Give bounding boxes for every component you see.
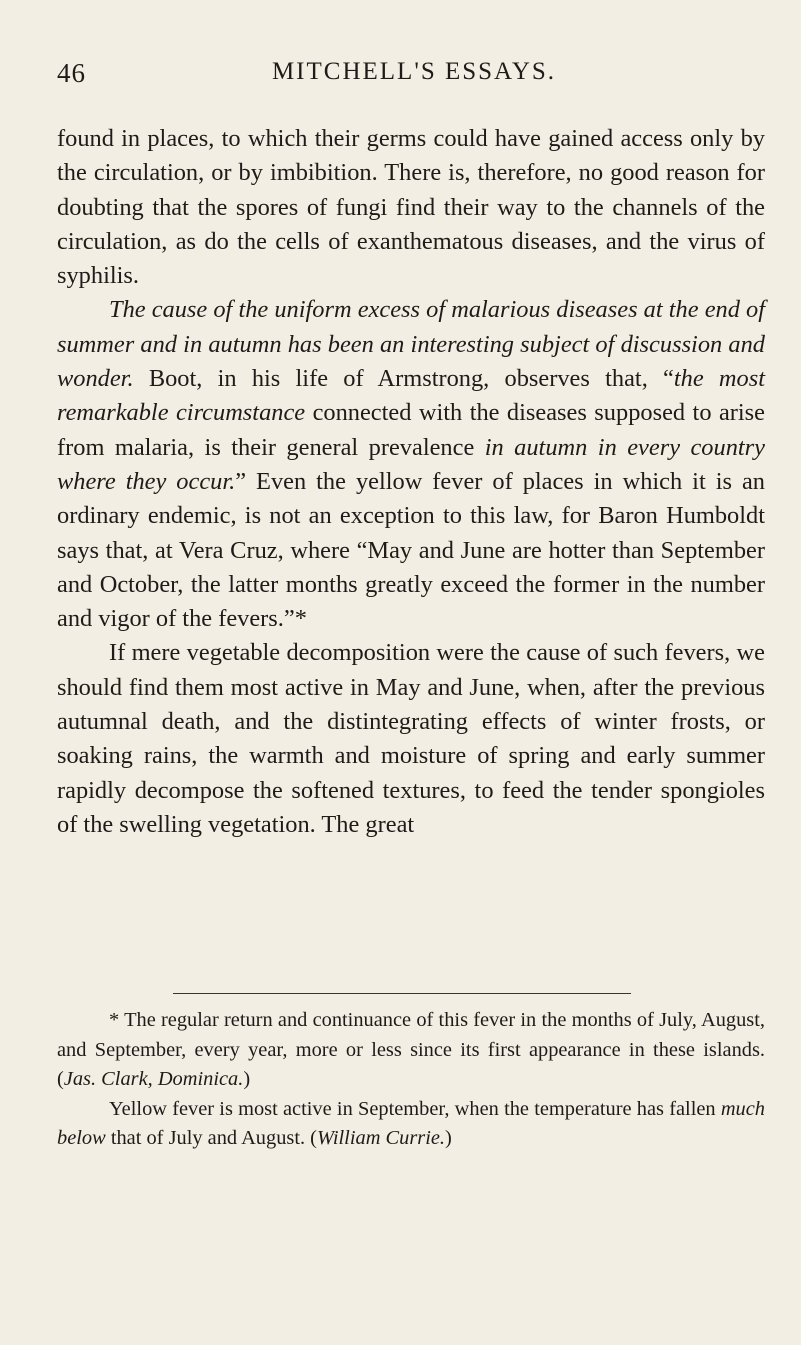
italic-quote: in autumn in every country where they occur.: [57, 433, 765, 495]
footnote-source: Jas. Clark, Dominica.: [63, 1068, 244, 1091]
footnote-source: William Currie.: [316, 1127, 446, 1150]
italic-lead: The cause of the uniform excess of malarious diseases at the end of summer and in autumn has been an interesting subject of discussion and wonder.: [57, 296, 765, 393]
paragraph-3: If mere vegetable decomposition were the cause of such fevers, we should find them most active in May and June, when, after the previous autumnal death, and the distintegrating effects of winter frosts, or soaking rains, the warmth and moisture of spring and early summer rapidly decompose the softened textures, to feed the tender spongioles of the swelling vegetation. The great: [57, 639, 765, 838]
italic-quote: the most remarkable circumstance: [57, 365, 765, 427]
text-segment: Yellow fever is most active in September, when the temperature has fallen: [109, 1097, 721, 1120]
paragraph-1: found in places, to which their germs could have gained access only by the circulation, or by imbibition. There is, therefore, no good reason for doubting that the spores of fungi find their way to the channels of the circulation, as do the cells of exanthematous diseases, and the virus of syphilis.: [57, 125, 765, 290]
paragraph-2: [57, 293, 765, 636]
footnote-2: [57, 1095, 765, 1154]
running-head: MITCHELL'S ESSAYS.: [271, 58, 557, 85]
text-segment: ” Even the yellow fever of places in which it is an ordinary endemic, is not an exception to this law, for Baron Humboldt says that, at Vera Cruz, where “May and June are hotter than September and October, the latter months greatly exceed the former in the number and vigor of the fevers.”*: [57, 467, 765, 633]
text-segment: that of July and August. (: [105, 1127, 317, 1150]
text-segment: * The regular return and continuance of this fever in the months of July, August, and September, every year, more or less since its first appearance in these islands. (: [57, 1009, 765, 1091]
footnote-1: [57, 1006, 765, 1095]
text-segment: ): [243, 1068, 251, 1091]
text-segment: connected with the diseases supposed to arise from malaria, is their general prevalence: [57, 399, 766, 461]
footnotes: [57, 1006, 765, 1154]
text-segment: Boot, in his life of Armstrong, observes that, “: [133, 365, 674, 393]
page-header: [57, 58, 741, 98]
text-segment: ): [445, 1127, 452, 1150]
body-text: [57, 122, 765, 842]
footnote-divider: [173, 993, 631, 994]
italic-phrase: much below: [57, 1097, 765, 1150]
page-number: 46: [57, 58, 86, 88]
